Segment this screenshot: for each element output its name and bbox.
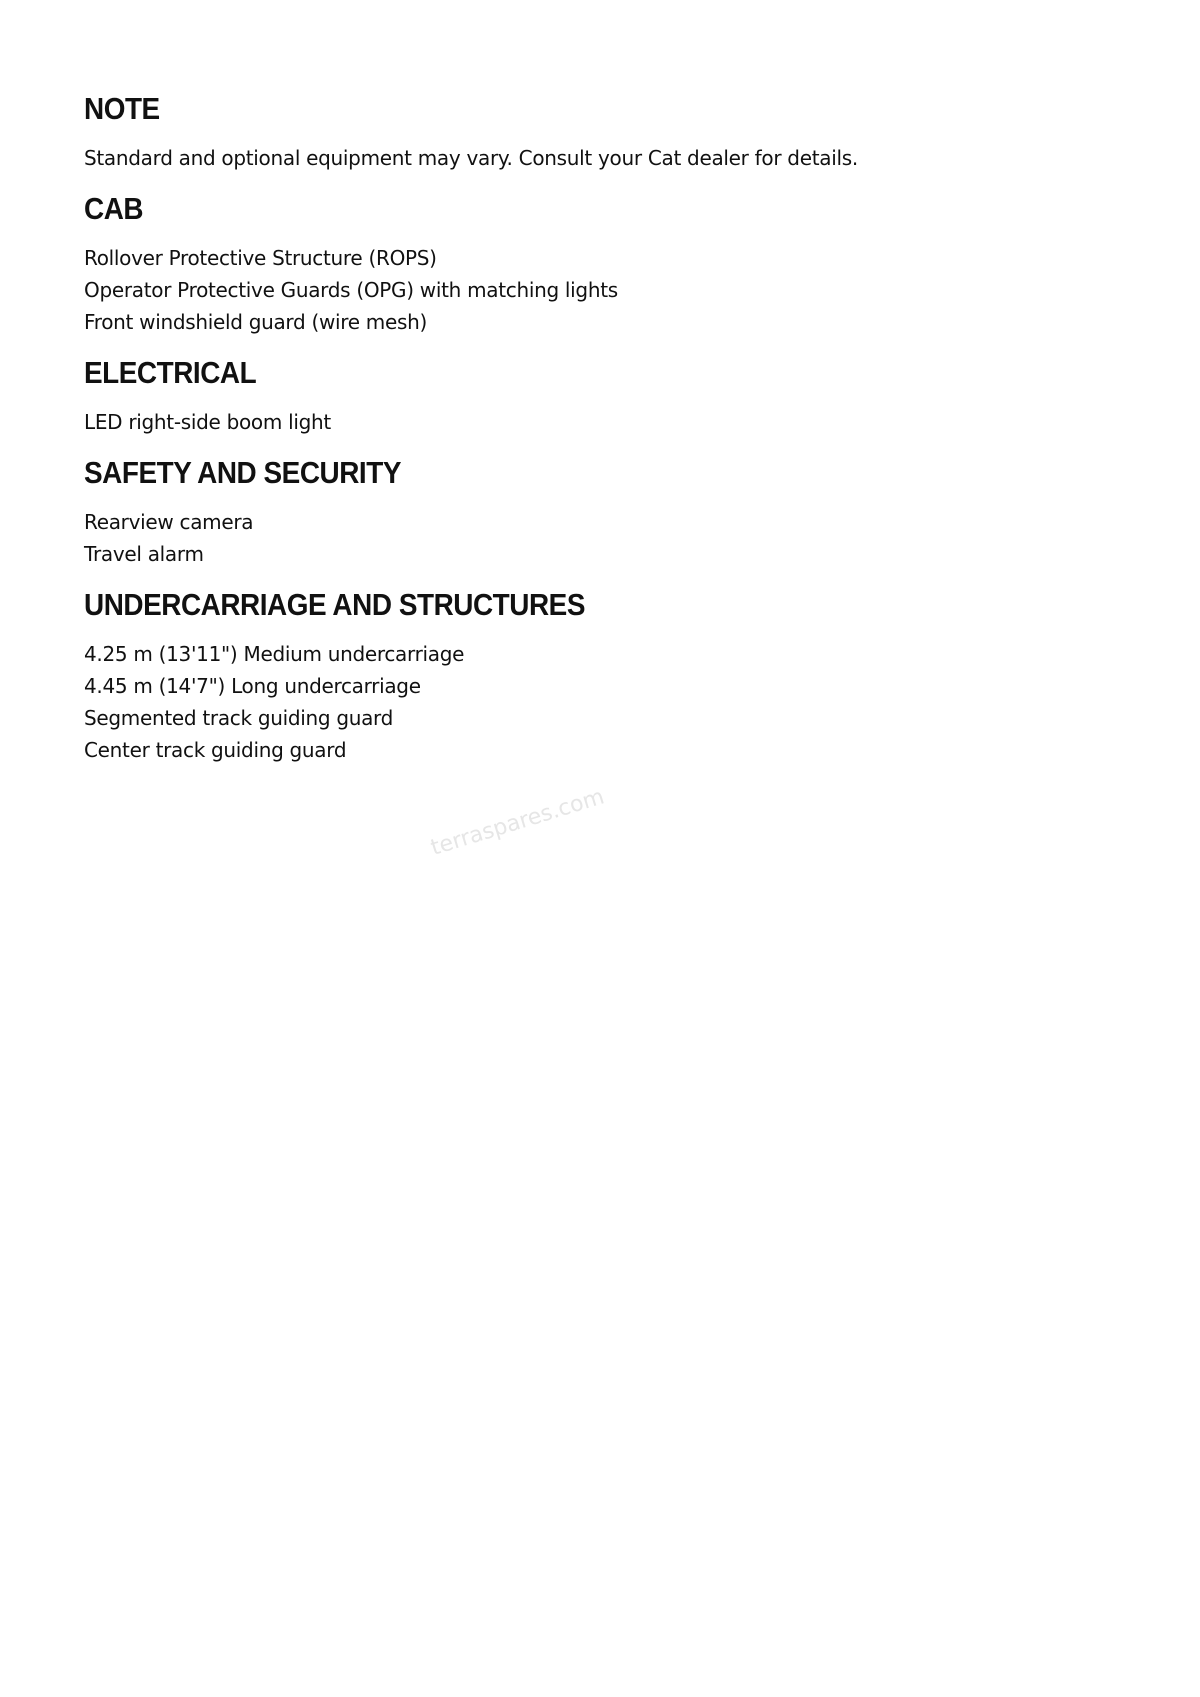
list-item: Standard and optional equipment may vary. Consult your Cat dealer for details.: [84, 146, 858, 170]
section-note: [84, 86, 1114, 174]
watermark-text: terraspares.com: [428, 784, 608, 861]
section-items: [84, 242, 1114, 338]
list-item: Front windshield guard (wire mesh): [84, 310, 427, 334]
section-safety-and-security: [84, 450, 1114, 570]
section-items: [84, 142, 1114, 174]
section-title: ELECTRICAL: [84, 355, 257, 390]
list-item: Center track guiding guard: [84, 738, 347, 762]
section-title: SAFETY AND SECURITY: [84, 455, 401, 490]
list-item: Operator Protective Guards (OPG) with matching lights: [84, 278, 618, 302]
section-electrical: [84, 350, 1114, 438]
list-item: 4.25 m (13'11") Medium undercarriage: [84, 642, 465, 666]
section-cab: [84, 186, 1114, 338]
list-item: Travel alarm: [84, 542, 204, 566]
list-item: Rearview camera: [84, 510, 254, 534]
section-items: [84, 638, 1114, 766]
list-item: 4.45 m (14'7") Long undercarriage: [84, 674, 421, 698]
list-item: LED right-side boom light: [84, 410, 331, 434]
section-title: NOTE: [84, 91, 160, 126]
document-page: [84, 86, 1114, 778]
list-item: Rollover Protective Structure (ROPS): [84, 246, 437, 270]
section-items: [84, 506, 1114, 570]
section-title: UNDERCARRIAGE AND STRUCTURES: [84, 587, 585, 622]
list-item: Segmented track guiding guard: [84, 706, 394, 730]
section-items: [84, 406, 1114, 438]
section-undercarriage-and-structures: [84, 582, 1114, 766]
section-title: CAB: [84, 191, 144, 226]
